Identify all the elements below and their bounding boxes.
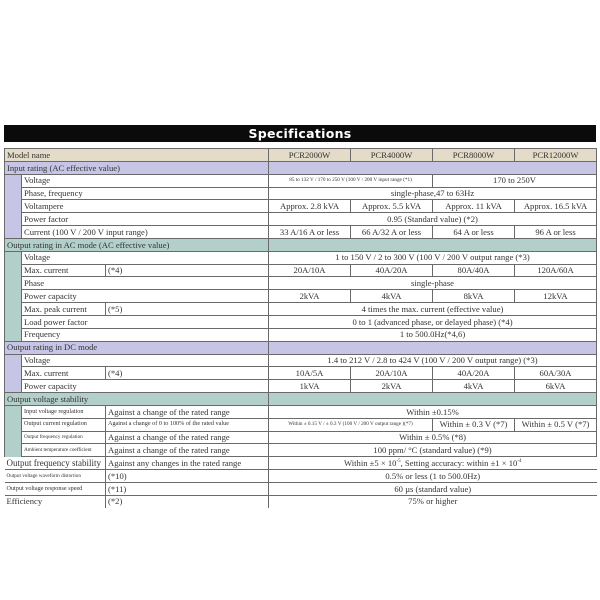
table-row [5,213,597,226]
cell-value: 10A/5A [269,367,351,380]
table-row [5,431,597,444]
model-pcr4000w: PCR4000W [351,149,433,162]
row-label: Power capacity [22,380,269,393]
row-label: Phase [22,277,269,290]
cell-value: 4 times the max. current (effective value) [269,303,597,316]
row-label: Max. current [22,367,106,380]
cell-value: Within ±0.15% [269,405,597,418]
cell-value: 60A/30A [515,367,597,380]
row-label: Ambient temperature coefficient [22,444,106,457]
model-pcr8000w: PCR8000W [433,149,515,162]
table-row [5,470,597,483]
section-title: Output voltage stability [5,393,269,406]
cell-value: 20A/10A [269,264,351,277]
cell-value: Within ± 0.5 V (*7) [515,418,597,431]
row-condition: Against a change of the rated range [106,405,269,418]
cell-value: 0.5% or less (1 to 500.0Hz) [269,470,597,483]
stability-part-a: Within ±5 × 10 [344,457,397,468]
cell-value: 4kVA [433,380,515,393]
model-pcr2000w: PCR2000W [269,149,351,162]
row-label: Output frequency regulation [22,431,106,444]
cell-value: single-phase [269,277,597,290]
table-row [5,405,597,418]
table-row [5,200,597,213]
cell-value: Approx. 5.5 kVA [351,200,433,213]
cell-value: 75% or higher [269,495,597,507]
cell-value: 6kVA [515,380,597,393]
section-dc-output [5,341,597,354]
cell-value: 40A/20A [351,264,433,277]
model-name-label: Model name [5,149,269,162]
cell-value: 66 A/32 A or less [351,226,433,239]
row-condition: Against a change of 0 to 100% of the rated value [106,418,269,431]
cell-value: 85 to 132 V / 170 to 250 V (100 V / 200 V input range (*1) [269,174,433,187]
row-label: Current (100 V / 200 V input range) [22,226,269,239]
row-note: (*4) [106,264,269,277]
specifications-title-bar [4,125,596,142]
model-row [5,149,597,162]
cell-value: 100 ppm/ °C (standard value) (*9) [269,444,597,457]
row-label: Output frequency stability [6,457,101,468]
section-output-voltage-stability [5,393,597,406]
table-row [5,495,597,507]
row-label: Power capacity [22,290,269,303]
cell-value: 0 to 1 (advanced phase, or delayed phase) (*4) [269,315,597,328]
row-condition: Against a change of the rated range [106,444,269,457]
row-condition: Against a change of the rated range [106,431,269,444]
row-label: Input voltage regulation [22,405,106,418]
row-label: Max. current [22,264,106,277]
row-label: Voltage [22,174,269,187]
row-label: Power factor [22,213,269,226]
cell-value: 2kVA [351,380,433,393]
row-label: Frequency [22,328,269,341]
cell-value: 80A/40A [433,264,515,277]
row-label: Voltage [22,251,269,264]
row-label: Load power factor [22,315,269,328]
table-row [5,367,597,380]
cell-value: 64 A or less [433,226,515,239]
specifications-table [4,148,597,508]
cell-value: 33 A/16 A or less [269,226,351,239]
row-label: Output voltage response speed [5,482,106,495]
cell-value: 120A/60A [515,264,597,277]
cell-value: Approx. 16.5 kVA [515,200,597,213]
table-row [5,418,597,431]
row-label: Output voltage waveform distortion [5,470,106,483]
cell-value: 12kVA [515,290,597,303]
row-label: Voltage [22,354,269,367]
table-row [5,354,597,367]
row-label: Output current regulation [22,418,106,431]
table-row [5,226,597,239]
cell-value: Approx. 2.8 kVA [269,200,351,213]
row-label: Voltampere [22,200,269,213]
cell-value: 1 to 150 V / 2 to 300 V (100 V / 200 V output range (*3) [269,251,597,264]
cell-value: 96 A or less [515,226,597,239]
table-row [5,290,597,303]
table-row [5,187,597,200]
cell-value [269,457,597,470]
cell-value: 1.4 to 212 V / 2.8 to 424 V (100 V / 200 V output range) (*3) [269,354,597,367]
row-note: (*2) [106,495,269,507]
cell-value: single-phase,47 to 63Hz [269,187,597,200]
table-row [5,277,597,290]
cell-value: Within ± 0.5% (*8) [269,431,597,444]
specifications-title: Specifications [248,126,352,141]
cell-value: 0.95 (Standard value) (*2) [269,213,597,226]
table-row [5,444,597,457]
table-row [5,328,597,341]
row-condition: Against any changes in the rated range [106,457,269,470]
table-row [5,251,597,264]
cell-value: Approx. 11 kVA [433,200,515,213]
exponent-b: -4 [517,458,522,464]
cell-value: Within ± 0.15 V / ± 0.3 V (100 V / 200 V output range )(*7) [269,418,433,431]
table-row [5,315,597,328]
cell-value: 8kVA [433,290,515,303]
row-label: Phase, frequency [22,187,269,200]
row-label: Efficiency [5,495,106,507]
stability-part-b: , Setting accuracy: within ±1 × 10 [400,457,518,468]
section-ac-output [5,238,597,251]
cell-value: Within ± 0.3 V (*7) [433,418,515,431]
table-row [5,264,597,277]
cell-value: 4kVA [351,290,433,303]
exponent-a: -5 [396,458,401,464]
section-title: Output rating in AC mode (AC effective value) [5,238,269,251]
cell-value: 170 to 250V [433,174,597,187]
cell-value: 2kVA [269,290,351,303]
cell-value: 40A/20A [433,367,515,380]
table-row [5,457,597,470]
model-pcr12000w: PCR12000W [515,149,597,162]
table-row [5,303,597,316]
cell-value: 20A/10A [351,367,433,380]
section-input-rating [5,161,597,174]
section-title: Output rating in DC mode [5,341,269,354]
row-note: (*10) [106,470,269,483]
table-row [5,380,597,393]
cell-value: 1kVA [269,380,351,393]
row-note: (*4) [106,367,269,380]
cell-value: 60 µs (standard value) [269,482,597,495]
cell-value: 1 to 500.0Hz(*4,6) [269,328,597,341]
row-note: (*11) [106,482,269,495]
section-title: Input rating (AC effective value) [5,161,269,174]
table-row [5,482,597,495]
row-note: (*5) [106,303,269,316]
row-label: Max. peak current [22,303,106,316]
table-row [5,174,597,187]
